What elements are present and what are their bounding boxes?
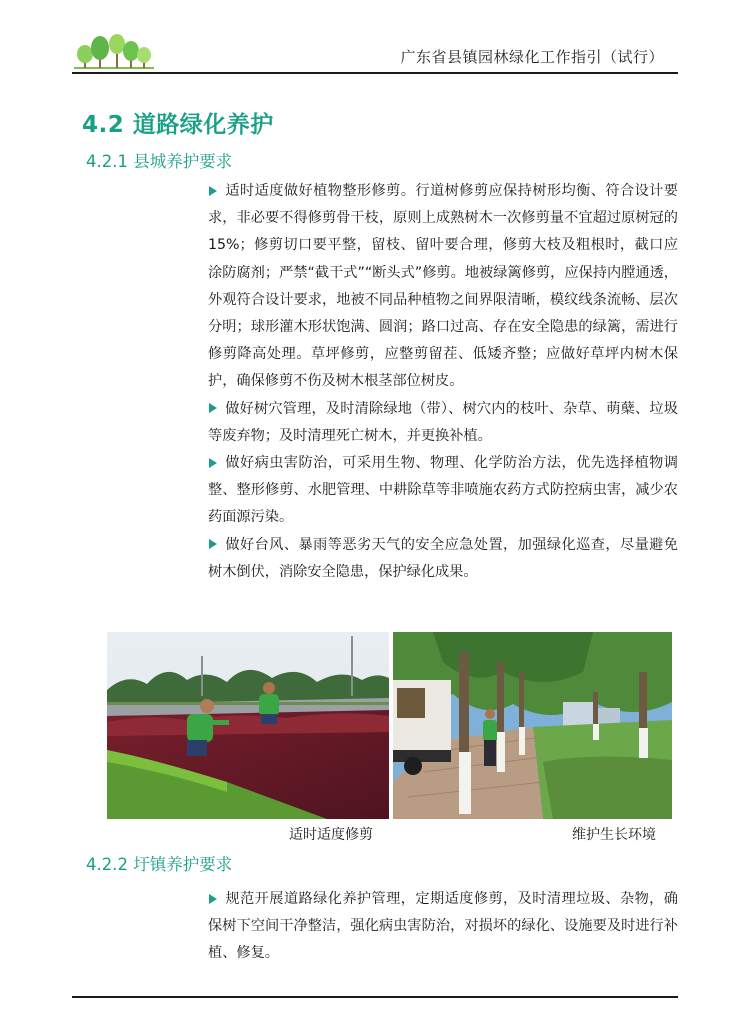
paragraph-text: 做好树穴管理，及时清除绿地（带）、树穴内的枝叶、杂草、萌蘖、垃圾等废弃物；及时清理死亡树木，并更换补植。 <box>208 400 678 444</box>
triangle-bullet-icon <box>209 894 217 904</box>
bullet-paragraph <box>208 450 678 532</box>
bullet-paragraph <box>208 532 678 586</box>
photo-pruning <box>107 632 389 819</box>
triangle-bullet-icon <box>209 186 217 196</box>
header-title: 广东省县镇园林绿化工作指引（试行） <box>400 48 664 66</box>
subsection-body-county <box>208 178 678 586</box>
triangle-bullet-icon <box>209 403 217 413</box>
header-divider <box>72 72 678 74</box>
photo-caption-pruning: 适时适度修剪 <box>289 827 373 843</box>
triangle-bullet-icon <box>209 539 217 549</box>
paragraph-text: 适时适度做好植物整形修剪。行道树修剪应保持树形均衡、符合设计要求，非必要不得修剪骨干枝，原则上成熟树木一次修剪量不宜超过原树冠的15%；修剪切口要平整，留枝、留叶要合理，修剪大枝及粗根时，截口应涂防腐剂；严禁“截干式”“断头式”修剪。地被绿篱修剪，应保持内膛通透，外观符合设计要求，地被不同品种植物之间界限清晰，模纹线条流畅、层次分明；球形灌木形状饱满、圆润；路口过高、存在安全隐患的绿篱，需进行修剪降高处理。草坪修剪，应整剪留茬、低矮齐整；应做好草坪内树木保护，确保修剪不伤及树木根茎部位树皮。 <box>208 183 678 390</box>
triangle-bullet-icon <box>209 458 217 468</box>
page-header <box>72 30 678 76</box>
bullet-paragraph <box>208 886 678 968</box>
photo-maintenance <box>393 632 672 819</box>
photo-caption-maintenance: 维护生长环境 <box>572 827 656 843</box>
paragraph-text: 做好台风、暴雨等恶劣天气的安全应急处置，加强绿化巡查，尽量避免树木倒伏，消除安全隐患，保护绿化成果。 <box>208 536 678 580</box>
subsection-title-county: 4.2.1 县城养护要求 <box>86 152 233 171</box>
subsection-body-town <box>208 886 678 968</box>
bullet-paragraph <box>208 396 678 450</box>
footer-divider <box>72 996 678 998</box>
subsection-title-town: 4.2.2 圩镇养护要求 <box>86 855 233 874</box>
paragraph-text: 做好病虫害防治，可采用生物、物理、化学防治方法，优先选择植物调整、整形修剪、水肥管理、中耕除草等非喷施农药方式防控病虫害，减少农药面源污染。 <box>208 455 678 526</box>
paragraph-text: 规范开展道路绿化养护管理，定期适度修剪，及时清理垃圾、杂物，确保树下空间干净整洁，强化病虫害防治，对损坏的绿化、设施要及时进行补植、修复。 <box>208 891 678 962</box>
trees-logo-icon <box>72 34 156 70</box>
section-title: 4.2 道路绿化养护 <box>82 112 274 138</box>
bullet-paragraph <box>208 178 678 396</box>
